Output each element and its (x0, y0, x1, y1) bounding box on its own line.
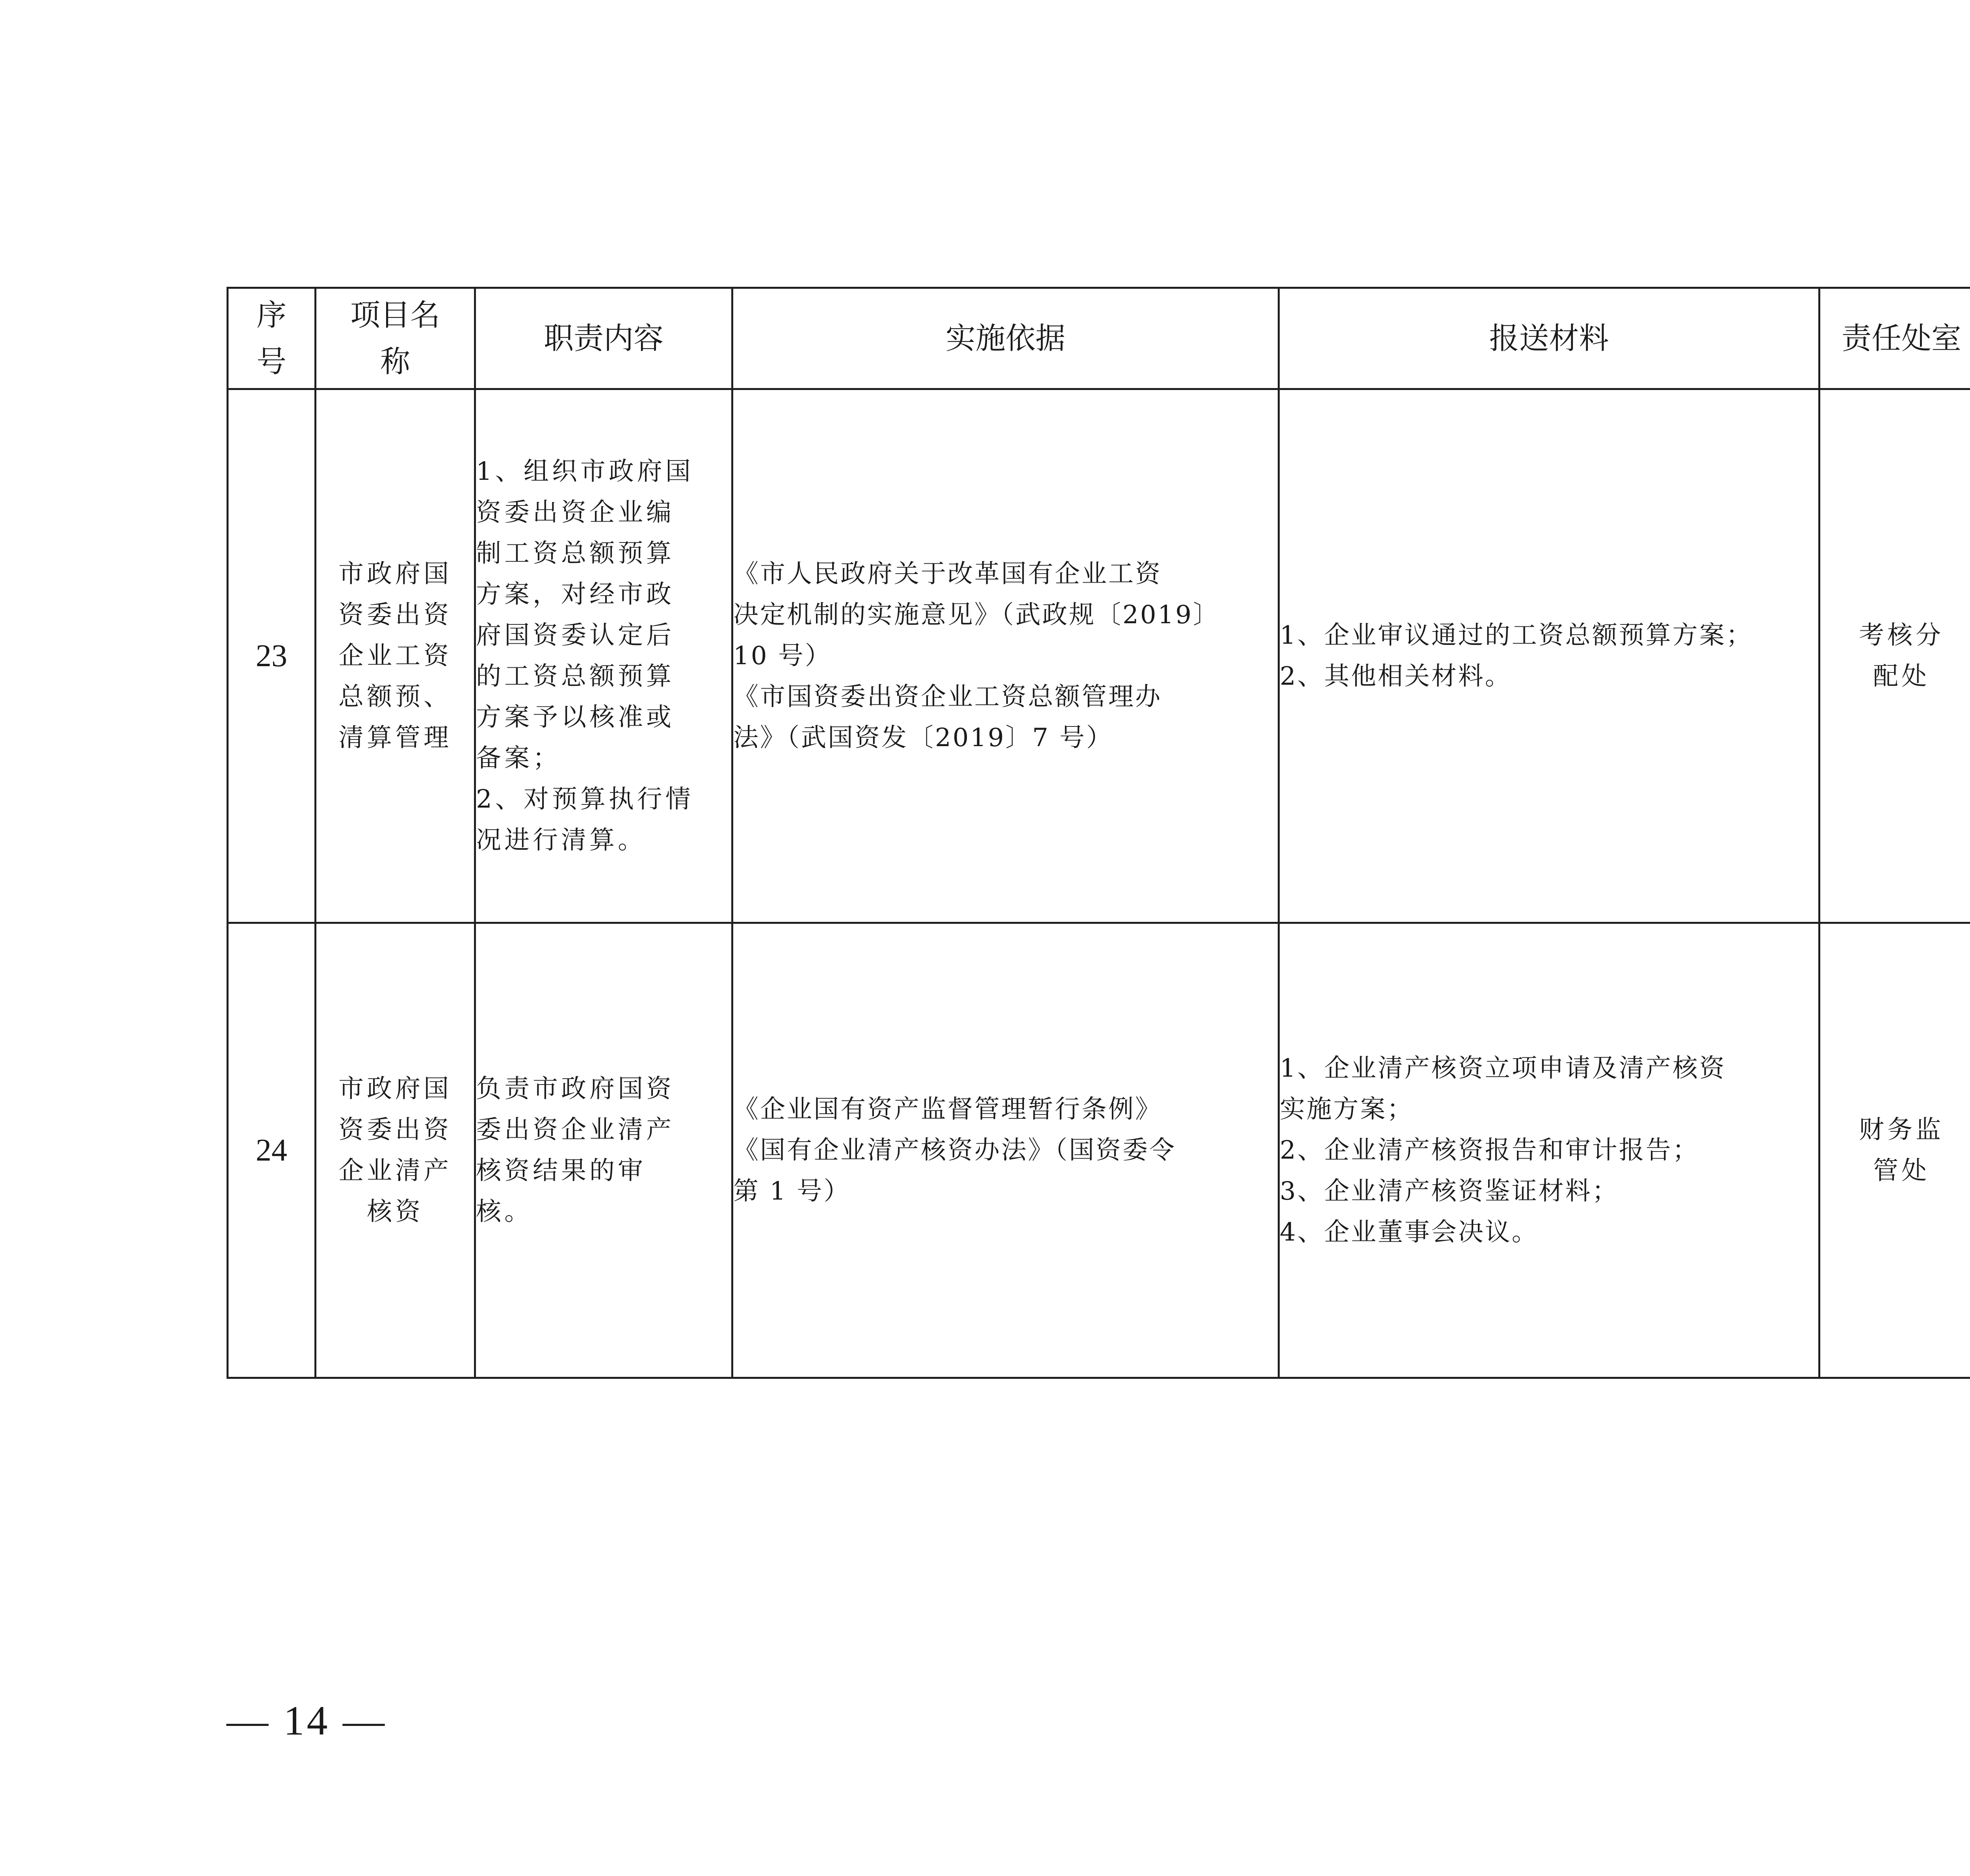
header-dept: 责任处室 (1819, 288, 1970, 389)
header-seq: 序 号 (228, 288, 316, 389)
table-row (228, 389, 1970, 923)
row-materials: 1、企业清产核资立项申请及清产核资 实施方案； 2、企业清产核资报告和审计报告； 3、企业清产核资鉴证材料； 4、企业董事会决议。 (1279, 923, 1819, 1378)
row-basis: 《企业国有资产监督管理暂行条例》 《国有企业清产核资办法》（国资委令 第 1 号） (732, 923, 1279, 1378)
table-header-row (228, 288, 1970, 389)
row-duty: 负责市政府国资 委出资企业清产 核资结果的审 核。 (475, 923, 732, 1378)
header-basis: 实施依据 (732, 288, 1279, 389)
row-materials: 1、企业审议通过的工资总额预算方案； 2、其他相关材料。 (1279, 389, 1819, 923)
row-seq: 24 (228, 923, 316, 1378)
row-seq: 23 (228, 389, 316, 923)
header-duty: 职责内容 (475, 288, 732, 389)
responsibility-table (227, 287, 1970, 1379)
page-number: — 14 — (227, 1698, 387, 1744)
header-materials: 报送材料 (1279, 288, 1819, 389)
row-basis: 《市人民政府关于改革国有企业工资 决定机制的实施意见》（武政规〔2019〕 10 号） 《市国资委出资企业工资总额管理办 法》（武国资发〔2019〕7 号） (732, 389, 1279, 923)
table-row (228, 923, 1970, 1378)
row-dept: 财务监 管处 (1819, 923, 1970, 1378)
row-item-name: 市政府国 资委出资 企业工资 总额预、 清算管理 (316, 389, 475, 923)
row-item-name: 市政府国 资委出资 企业清产 核资 (316, 923, 475, 1378)
header-item-name: 项目名 称 (316, 288, 475, 389)
row-dept: 考核分 配处 (1819, 389, 1970, 923)
row-duty: 1、组织市政府国 资委出资企业编 制工资总额预算 方案，对经市政 府国资委认定后 的工资总额预算 方案予以核准或 备案； 2、对预算执行情 况进行清算。 (475, 389, 732, 923)
